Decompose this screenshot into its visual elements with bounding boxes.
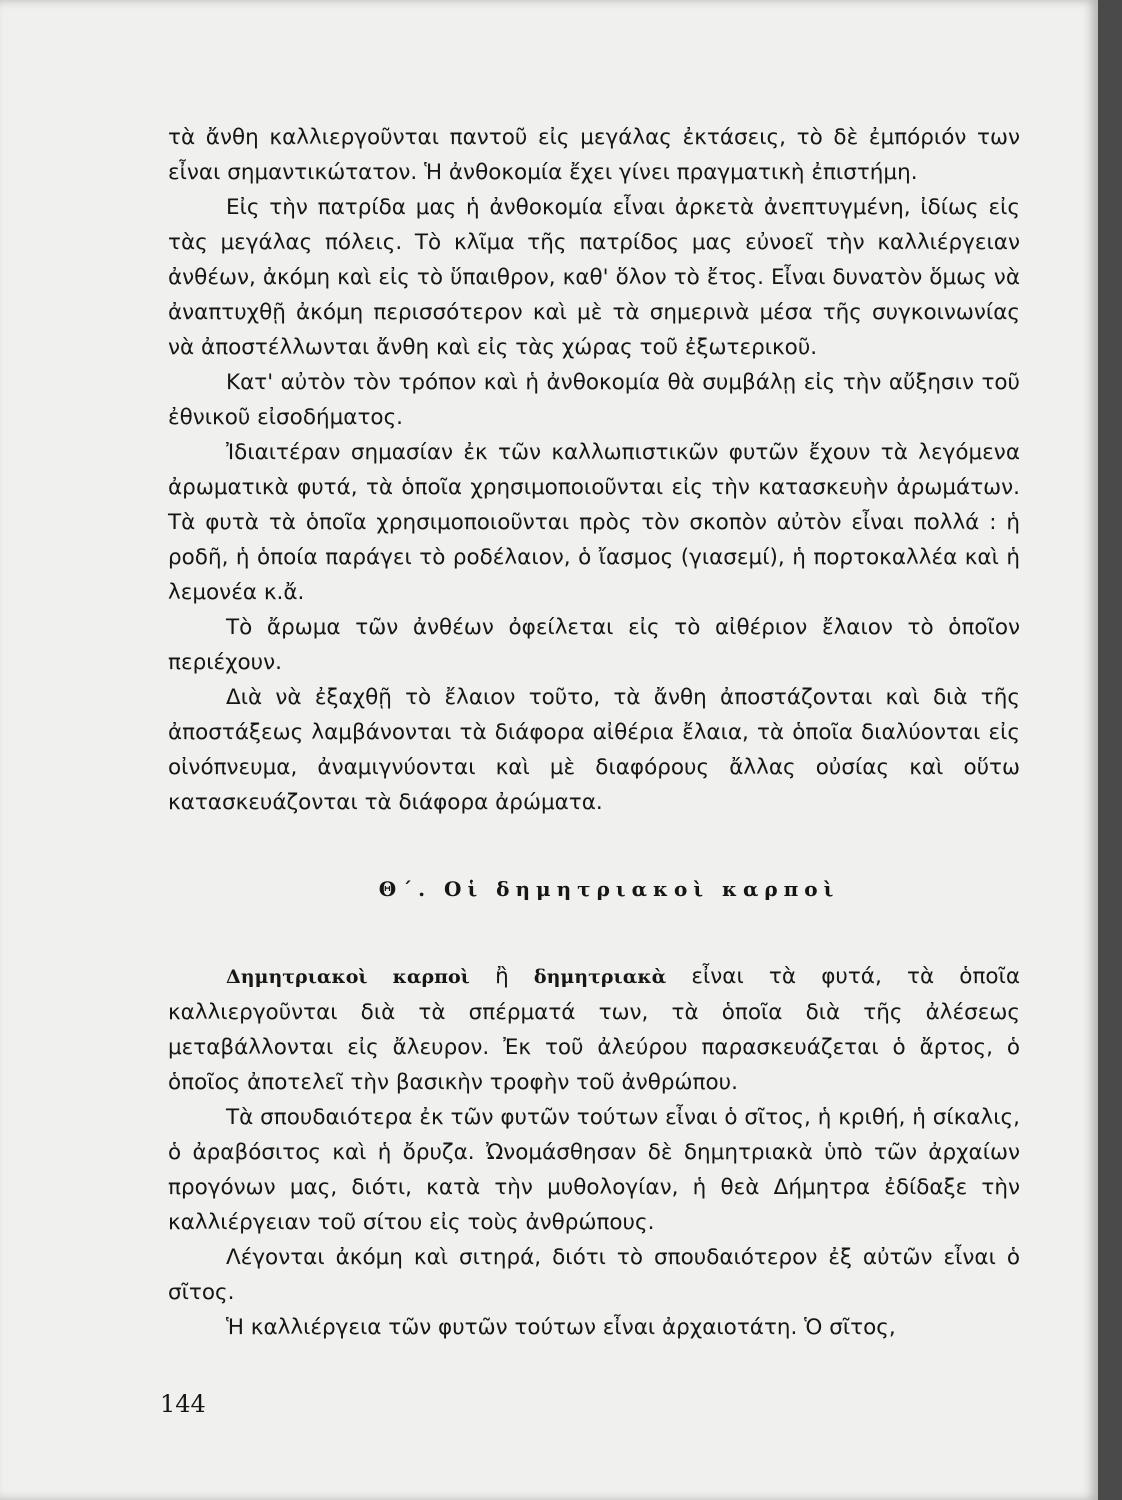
paragraph-continuation: τὰ ἄνθη καλλιεργοῦνται παντοῦ εἰς μεγάλας ἐκτάσεις, τὸ δὲ ἐμπόριόν των εἶναι σημαντικώτατον. Ἡ ἀνθοκομία ἔχει γίνει πραγματικὴ ἐπιστήμη. <box>168 125 1020 185</box>
definition-connector: ἢ <box>469 964 534 989</box>
page-number: 144 <box>160 1390 206 1418</box>
section-heading: Θ΄. Οἱ δημητριακοὶ καρποὶ <box>378 877 840 901</box>
defined-term-alt: δημητριακὰ <box>533 966 667 988</box>
paragraph-aromatic-plants: Ἰδιαιτέραν σημασίαν ἐκ τῶν καλλωπιστικῶν φυτῶν ἔχουν τὰ λεγόμενα ἀρωματικὰ φυτά, τὰ ὁποῖα χρησιμοποιοῦνται εἰς τὴν κατασκευὴν ἀρωμάτων. Τὰ φυτὰ τὰ ὁποῖα χρησιμοποιοῦνται πρὸς τὸν σκοπὸν αὐτὸν εἶναι πολλά : ἡ ροδῆ, ἡ ὁποία παράγει τὸ ροδέλαιον, ὁ ἴασμος (γιασεμί), ἡ πορτοκαλλέα καὶ ἡ λεμονέα κ.ἄ. <box>168 440 1020 605</box>
paragraph-ancient-cultivation: Ἡ καλλιέργεια τῶν φυτῶν τούτων εἶναι ἀρχαιοτάτη. Ὁ σῖτος, <box>226 1315 896 1340</box>
paragraph-main-cereals: Τὰ σπουδαιότερα ἐκ τῶν φυτῶν τούτων εἶναι ὁ σῖτος, ἡ κριθή, ἡ σίκαλις, ὁ ἀραβόσιτος καὶ ἡ ὄρυζα. Ὠνομάσθησαν δὲ δημητριακὰ ὑπὸ τῶν ἀρχαίων προγόνων μας, διότι, κατὰ τὴν μυθολογίαν, ἡ θεὰ Δήμητρα ἐδίδαξε τὴν καλλιέργειαν τοῦ σίτου εἰς τοὺς ἀνθρώπους. <box>168 1105 1020 1235</box>
page-body-text <box>168 120 1020 1345</box>
paragraph-national-income: Κατ' αὐτὸν τὸν τρόπον καὶ ἡ ἀνθοκομία θὰ συμβάλῃ εἰς τὴν αὔξησιν τοῦ ἐθνικοῦ εἰσοδήματος. <box>168 370 1020 430</box>
paragraph-floriculture-in-greece: Εἰς τὴν πατρίδα μας ἡ ἀνθοκομία εἶναι ἀρκετὰ ἀνεπτυγμένη, ἰδίως εἰς τὰς μεγάλας πόλεις. Τὸ κλῖμα τῆς πατρίδος μας εὐνοεῖ τὴν καλλιέργειαν ἀνθέων, ἀκόμη καὶ εἰς τὸ ὕπαιθρον, καθ' ὅλον τὸ ἔτος. Εἶναι δυνατὸν ὅμως νὰ ἀναπτυχθῇ ἀκόμη περισσότερον καὶ μὲ τὰ σημερινὰ μέσα τῆς συγκοινωνίας νὰ ἀποστέλλωνται ἄνθη καὶ εἰς τὰς χώρας τοῦ ἐξωτερικοῦ. <box>168 195 1020 360</box>
paragraph-essential-oil: Τὸ ἄρωμα τῶν ἀνθέων ὀφείλεται εἰς τὸ αἰθέριον ἔλαιον τὸ ὁποῖον περιέχουν. <box>168 615 1020 675</box>
paragraph-sitira: Λέγονται ἀκόμη καὶ σιτηρά, διότι τὸ σπουδαιότερον ἐξ αὐτῶν εἶναι ὁ σῖτος. <box>168 1245 1020 1305</box>
definition-text: εἶναι τὰ φυτά, τὰ ὁποῖα καλλιεργοῦνται διὰ τὰ σπέρματά των, τὰ ὁποῖα διὰ τῆς ἀλέσεως μεταβάλλονται εἰς ἄλευρον. Ἐκ τοῦ ἀλεύρου παρασκευάζεται ὁ ἄρτος, ὁ ὁποῖος ἀποτελεῖ τὴν βασικὴν τροφὴν τοῦ ἀνθρώπου. <box>168 964 1021 1095</box>
paragraph-distillation: Διὰ νὰ ἐξαχθῇ τὸ ἔλαιον τοῦτο, τὰ ἄνθη ἀποστάζονται καὶ διὰ τῆς ἀποστάξεως λαμβάνονται τὰ διάφορα αἰθέρια ἔλαια, τὰ ὁποῖα διαλύονται εἰς οἰνόπνευμα, ἀναμιγνύονται καὶ μὲ διαφόρους ἄλλας οὐσίας καὶ οὕτω κατασκευάζονται τὰ διάφορα ἀρώματα. <box>168 685 1020 815</box>
paragraph-cereals-definition <box>168 959 1020 1100</box>
defined-term: Δημητριακοὶ καρποὶ <box>226 966 470 988</box>
